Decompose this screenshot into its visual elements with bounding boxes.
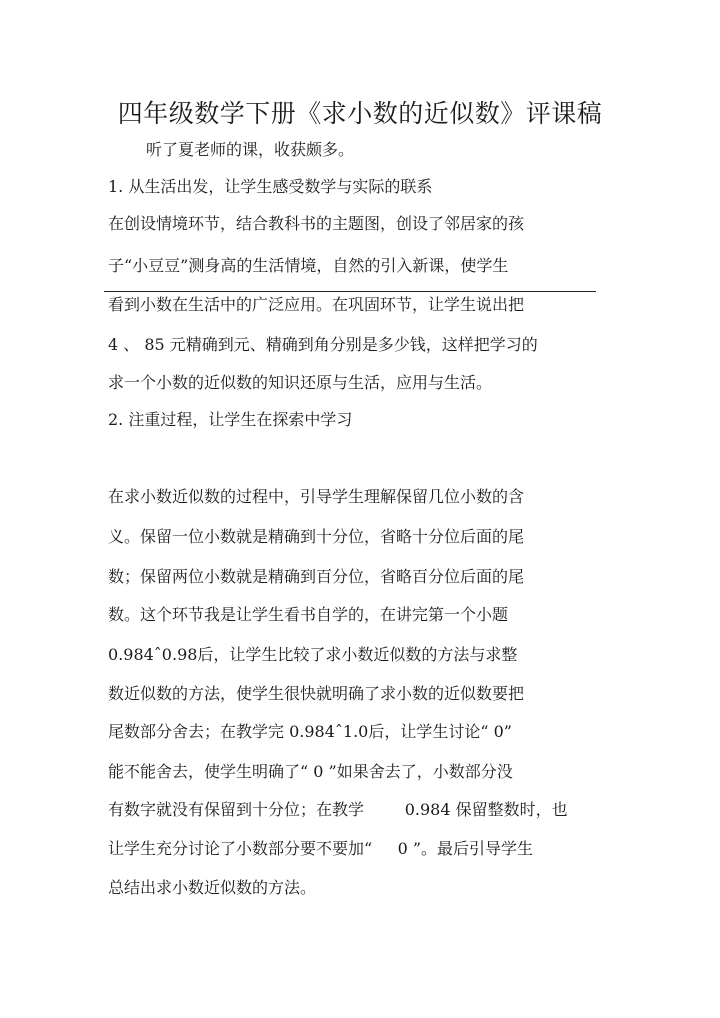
text-line: 求一个小数的近似数的知识还原与生活，应用与生活。 bbox=[108, 373, 493, 392]
text-line: 让学生充分讨论了小数部分要不要加“ 0 ”。最后引导学生 bbox=[108, 839, 534, 858]
text-line: 数近似数的方法，使学生很快就明确了求小数的近似数要把 bbox=[108, 684, 525, 703]
text-line: 义。保留一位小数就是精确到十分位，省略十分位后面的尾 bbox=[108, 527, 525, 546]
text-line: 4 、 85 元精确到元、精确到角分别是多少钱，这样把学习的 bbox=[108, 335, 538, 354]
text-line: 看到小数在生活中的广泛应用。在巩固环节，让学生说出把 bbox=[108, 295, 525, 314]
horizontal-rule bbox=[104, 291, 596, 292]
document-title: 四年级数学下册《求小数的近似数》评课稿 bbox=[117, 99, 603, 128]
text-line: 在创设情境环节，结合教科书的主题图，创设了邻居家的孩 bbox=[108, 214, 525, 233]
text-line: 尾数部分舍去；在教学完 0.984ˆ1.0后，让学生讨论“ 0” bbox=[108, 722, 512, 741]
text-line: 数。这个环节我是让学生看书自学的，在讲完第一个小题 bbox=[108, 605, 509, 624]
text-line: 总结出求小数近似数的方法。 bbox=[108, 878, 317, 897]
text-line: 能不能舍去，使学生明确了“ 0 ”如果舍去了，小数部分没 bbox=[108, 762, 513, 781]
text-line: 数；保留两位小数就是精确到百分位，省略百分位后面的尾 bbox=[108, 567, 525, 586]
text-line: 听了夏老师的课，收获颇多。 bbox=[146, 140, 355, 159]
text-line: 子“小豆豆”测身高的生活情境，自然的引入新课，使学生 bbox=[108, 256, 509, 275]
text-line: 有数字就没有保留到十分位；在教学 0.984 保留整数时，也 bbox=[108, 800, 568, 819]
section-heading: 2. 注重过程，让学生在探索中学习 bbox=[108, 410, 353, 429]
text-line: 0.984ˆ0.98后，让学生比较了求小数近似数的方法与求整 bbox=[108, 645, 518, 664]
text-line: 在求小数近似数的过程中，引导学生理解保留几位小数的含 bbox=[108, 487, 525, 506]
section-heading: 1. 从生活出发，让学生感受数学与实际的联系 bbox=[108, 177, 433, 196]
